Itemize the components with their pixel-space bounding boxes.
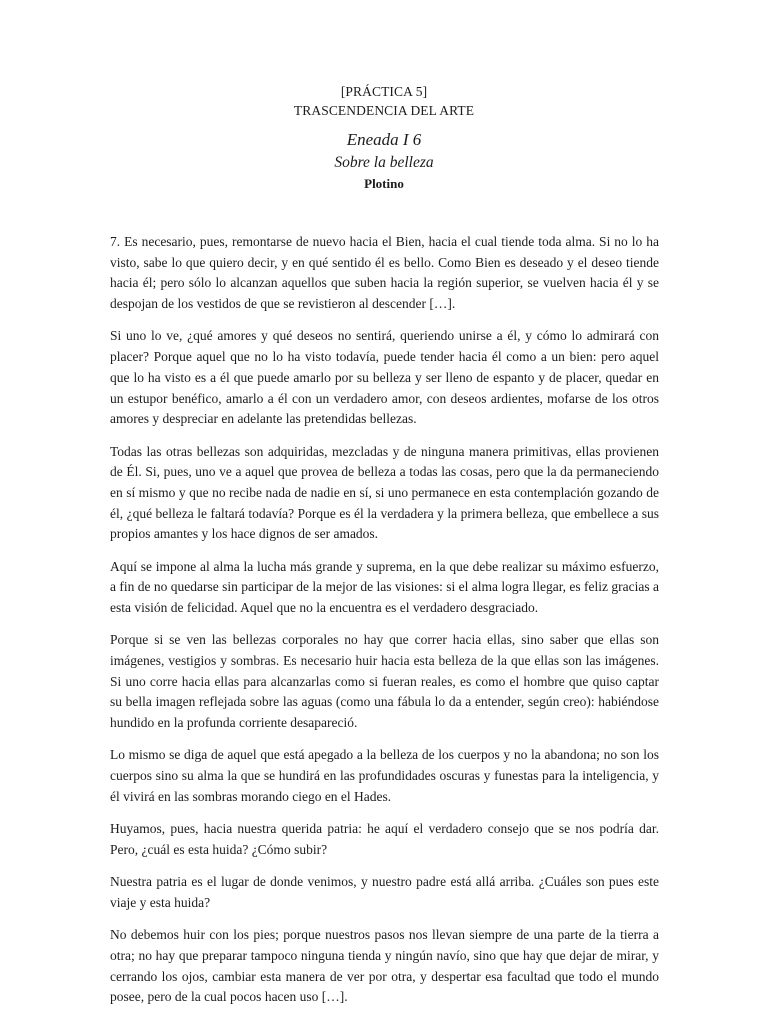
section-title: TRASCENDENCIA DEL ARTE — [293, 103, 475, 118]
work-subtitle: Sobre la belleza — [334, 154, 434, 171]
paragraph: 7. Es necesario, pues, remontarse de nuevo hacia el Bien, hacia el cual tiende toda alma. Si no lo ha visto, sabe lo que quiero decir, y en qué sentido él es bello. Como Bien es deseado y el deseo tiende hacia él; pero sólo lo alcanzan aquellos que suben hacia la región superior, se vuelven hacia él y se despojan de los vestidos de que se revistieron al descender […]. — [110, 234, 659, 312]
paragraph: Todas las otras bellezas son adquiridas, mezcladas y de ninguna manera primitivas, ellas provienen de Él. Si, pues, uno ve a aquel que provea de belleza a todas las cosas, pero que la da permaneciendo en sí mismo y que no recibe nada de nadie en sí, si uno permanece en esta contemplación gozando de él, ¿qué belleza le faltará todavía? Porque es él la verdadera y la primera belleza, que embellece a sus propios amantes y los hace dignos de ser amados. — [110, 443, 659, 542]
paragraph: Huyamos, pues, hacia nuestra querida patria: he aquí el verdadero consejo que se nos podría dar. Pero, ¿cuál es esta huida? ¿Cómo subir? — [110, 821, 659, 857]
paragraph: Nuestra patria es el lugar de donde venimos, y nuestro padre está allá arriba. ¿Cuáles son pues este viaje y esta huida? — [110, 874, 659, 910]
paragraph: Porque si se ven las bellezas corporales no hay que correr hacia ellas, sino saber que ellas son imágenes, vestigios y sombras. Es necesario huir hacia esta belleza de la que ellas son las imágenes. Si uno corre hacia ellas para alcanzarlas como si fueran reales, es como el hombre que quiso captar su bella imagen reflejada sobre las aguas (como una fábula lo da a entender, según creo): habiéndose hundido en la profunda corriente desapareció. — [110, 632, 659, 731]
paragraph: Aquí se impone al alma la lucha más grande y suprema, en la que debe realizar su máximo esfuerzo, a fin de no quedarse sin participar de la mejor de las visiones: si el alma logra llegar, es feliz gracias a esta visión de felicidad. Aquel que no la encuentra es el verdadero desgraciado. — [110, 558, 659, 616]
paragraph: No debemos huir con los pies; porque nuestros pasos nos llevan siempre de una parte de la tierra a otra; no hay que preparar tampoco ninguna tienda y ningún navío, sino que hay que dejar de mirar, y cerrando los ojos, cambiar esta manera de ver por otra, y despertar esa facultad que todo el mundo posee, pero de la cual pocos hacen uso […]. — [110, 927, 659, 1005]
practice-label: [PRÁCTICA 5] — [340, 84, 428, 99]
body-text — [110, 232, 659, 1020]
author-name: Plotino — [364, 176, 404, 191]
work-title: Eneada I 6 — [346, 130, 422, 149]
document-header — [0, 82, 768, 193]
paragraph: Si uno lo ve, ¿qué amores y qué deseos no sentirá, queriendo unirse a él, y cómo lo admirará con placer? Porque aquel que no lo ha visto todavía, puede tender hacia él como a un bien: pero aquel que lo ha visto es a él que puede amarlo por su belleza y ser lleno de espanto y de placer, quedar en un estupor benéfico, amarlo a él con un verdadero amor, con deseos ardientes, mofarse de los otros amores y despreciar en adelante las pretendidas bellezas. — [110, 328, 659, 427]
paragraph: Lo mismo se diga de aquel que está apegado a la belleza de los cuerpos y no la abandona; no son los cuerpos sino su alma la que se hundirá en las profundidades oscuras y funestas para la inteligencia, y él vivirá en las sombras morando ciego en el Hades. — [110, 747, 659, 804]
